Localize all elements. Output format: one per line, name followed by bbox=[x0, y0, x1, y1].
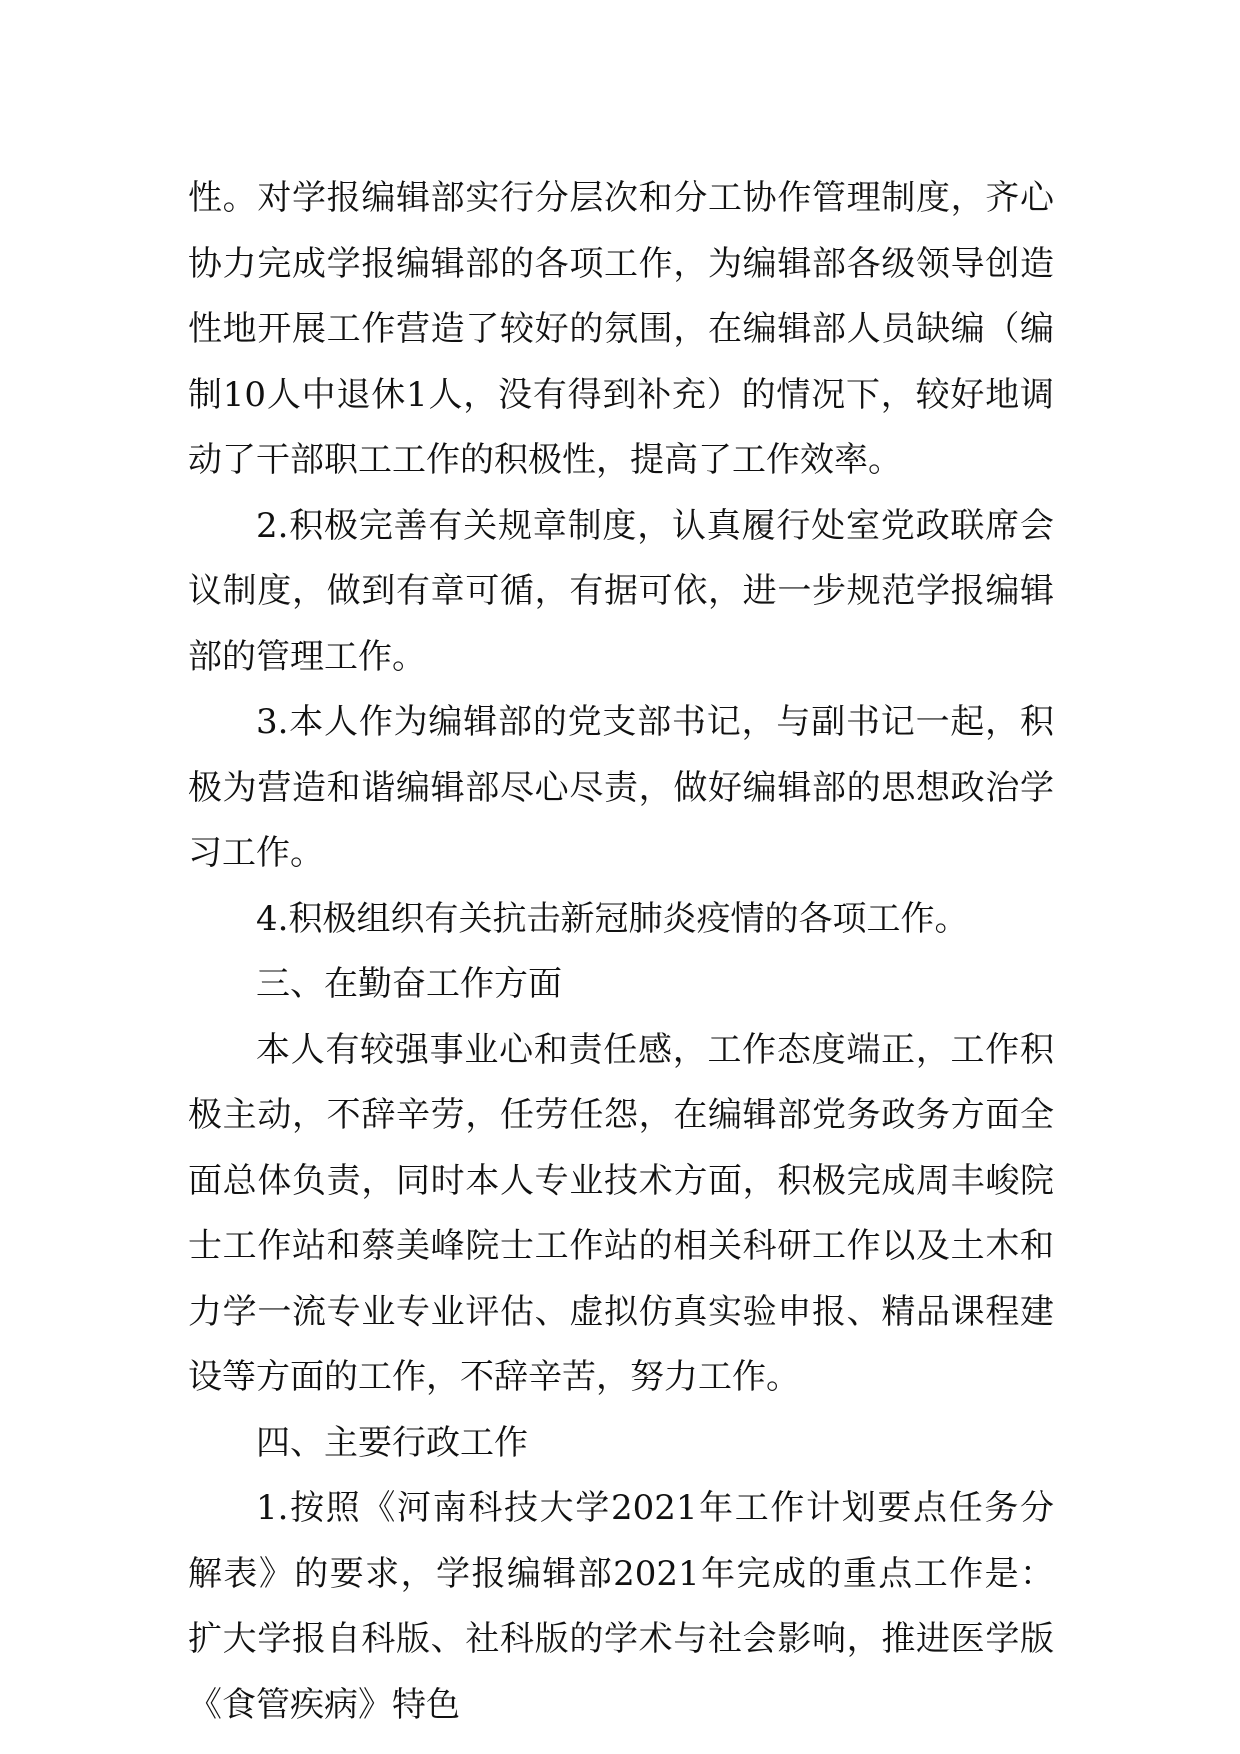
section-heading-3: 三、在勤奋工作方面 bbox=[256, 964, 562, 1004]
paragraph-item-2: 2.积极完善有关规章制度，认真履行处室党政联席会议制度，做到有章可循，有据可依，进一步规范学报编辑部的管理工作。 bbox=[188, 505, 1054, 677]
section-heading-4: 四、主要行政工作 bbox=[256, 1422, 528, 1463]
paragraph-diligence: 本人有较强事业心和责任感，工作态度端正，工作积极主动，不辞辛劳，任劳任怨，在编辑部党务政务方面全面总体负责，同时本人专业技术方面，积极完成周丰峻院士工作站和蔡美峰院士工作站的相关科研工作以及土木和力学一流专业专业评估、虚拟仿真实验申报、精品课程建设等方面的工作，不辞辛苦，努力工作。 bbox=[188, 1029, 1054, 1397]
paragraph-item-3: 3.本人作为编辑部的党支部书记，与副书记一起，积极为营造和谐编辑部尽心尽责，做好编辑部的思想政治学习工作。 bbox=[188, 702, 1054, 873]
document-page bbox=[188, 166, 1054, 1738]
paragraph-continuation: 性。对学报编辑部实行分层次和分工协作管理制度，齐心协力完成学报编辑部的各项工作，为编辑部各级领导创造性地开展工作营造了较好的氛围，在编辑部人员缺编（编制10人中退休1人，没有得到补充）的情况下，较好地调动了干部职工工作的积极性，提高了工作效率。 bbox=[188, 178, 1054, 480]
paragraph-item-4: 4.积极组织有关抗击新冠肺炎疫情的各项工作。 bbox=[256, 898, 969, 939]
paragraph-admin-item-1: 1.按照《河南科技大学2021年工作计划要点任务分解表》的要求，学报编辑部2021年完成的重点工作是：扩大学报自科版、社科版的学术与社会影响，推进医学版《食管疾病》特色 bbox=[188, 1488, 1054, 1725]
